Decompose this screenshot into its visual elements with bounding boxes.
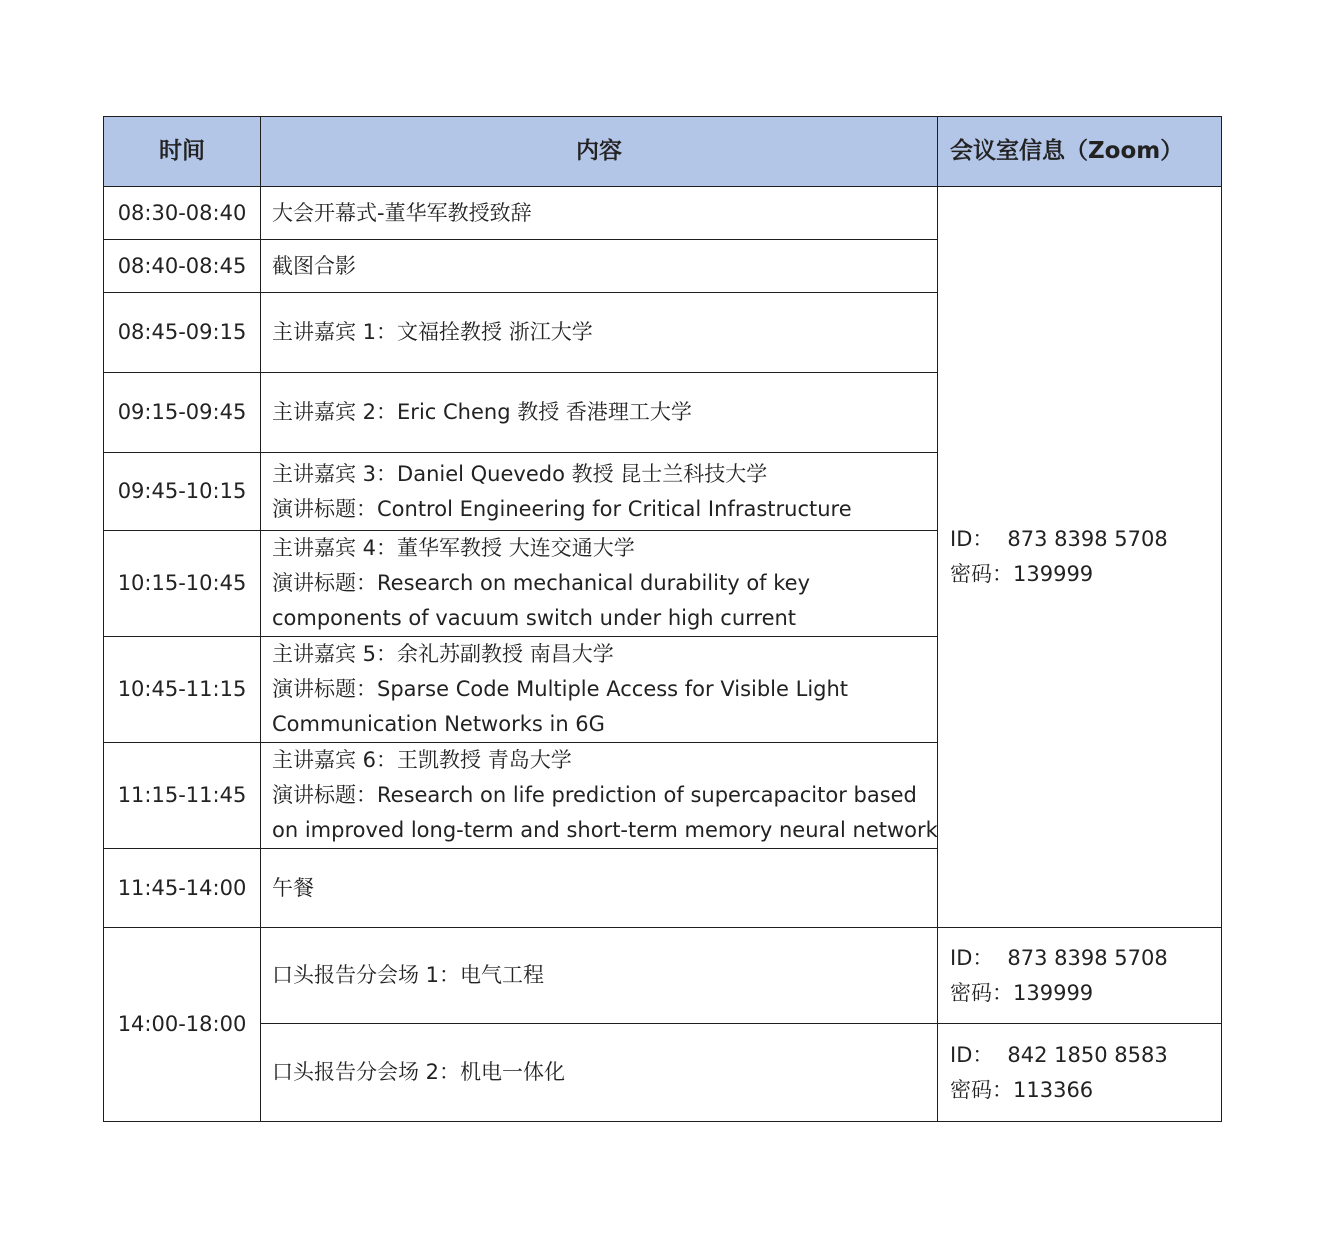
time-cell: 08:45-09:15 xyxy=(104,293,261,373)
header-time: 时间 xyxy=(104,117,261,187)
meeting-id-line xyxy=(950,522,1221,557)
content-line: 演讲标题：Sparse Code Multiple Access for Visible Light xyxy=(272,677,849,701)
content-line: 截图合影 xyxy=(272,253,356,278)
time-cell: 08:30-08:40 xyxy=(104,187,261,240)
meeting-id-label: ID： xyxy=(950,945,994,970)
content-line: 演讲标题：Research on life prediction of supercapacitor based xyxy=(272,783,917,807)
time-cell: 10:45-11:15 xyxy=(104,637,261,743)
content-line: 主讲嘉宾 2：Eric Cheng 教授 香港理工大学 xyxy=(272,400,692,424)
table-row xyxy=(104,187,1222,240)
meeting-password-line xyxy=(950,557,1221,592)
content-cell xyxy=(261,373,938,453)
meeting-id-label: ID： xyxy=(950,1042,994,1067)
meeting-password-label: 密码： xyxy=(950,980,1013,1005)
content-cell xyxy=(261,240,938,293)
content-line: components of vacuum switch under high current xyxy=(272,606,797,630)
meeting-password-line xyxy=(950,1073,1221,1108)
content-line: 主讲嘉宾 1：文福拴教授 浙江大学 xyxy=(272,320,593,344)
content-cell xyxy=(261,637,938,743)
content-cell xyxy=(261,187,938,240)
time-cell: 09:45-10:15 xyxy=(104,453,261,531)
header-meeting-info: 会议室信息（Zoom） xyxy=(938,117,1222,187)
time-cell: 10:15-10:45 xyxy=(104,531,261,637)
session-cell xyxy=(261,928,938,1024)
time-cell: 09:15-09:45 xyxy=(104,373,261,453)
content-line: 大会开幕式-董华军教授致辞 xyxy=(272,200,532,225)
session-title: 口头报告分会场 1：电气工程 xyxy=(272,963,545,987)
table-row xyxy=(104,1024,1222,1122)
meeting-password: 139999 xyxy=(1013,562,1094,586)
content-line: 演讲标题：Research on mechanical durability of key xyxy=(272,571,810,595)
content-line: 主讲嘉宾 5：余礼苏副教授 南昌大学 xyxy=(272,642,614,666)
session-title: 口头报告分会场 2：机电一体化 xyxy=(272,1060,566,1084)
meeting-info-session-2 xyxy=(938,1024,1222,1122)
meeting-id-label: ID： xyxy=(950,527,994,551)
content-cell xyxy=(261,453,938,531)
session-cell xyxy=(261,1024,938,1122)
meeting-id: 873 8398 5708 xyxy=(1007,527,1168,551)
time-cell-afternoon: 14:00-18:00 xyxy=(104,928,261,1122)
content-line: 午餐 xyxy=(272,875,314,900)
meeting-password-label: 密码： xyxy=(950,1077,1013,1102)
header-row xyxy=(104,117,1222,187)
content-line: 主讲嘉宾 3：Daniel Quevedo 教授 昆士兰科技大学 xyxy=(272,461,768,486)
time-cell: 11:15-11:45 xyxy=(104,743,261,849)
schedule-table xyxy=(103,116,1222,1122)
content-cell xyxy=(261,293,938,373)
meeting-info-session-1 xyxy=(938,928,1222,1024)
content-line: 演讲标题：Control Engineering for Critical Infrastructure xyxy=(272,496,852,521)
meeting-password-line xyxy=(950,976,1221,1011)
meeting-id-line xyxy=(950,1038,1221,1073)
content-line: 主讲嘉宾 4：董华军教授 大连交通大学 xyxy=(272,536,635,560)
meeting-password: 113366 xyxy=(1013,1077,1094,1102)
content-line: 主讲嘉宾 6：王凯教授 青岛大学 xyxy=(272,748,572,772)
meeting-id: 842 1850 8583 xyxy=(1007,1042,1168,1067)
content-line: Communication Networks in 6G xyxy=(272,712,605,736)
content-cell xyxy=(261,531,938,637)
meeting-id: 873 8398 5708 xyxy=(1007,945,1168,970)
time-cell: 08:40-08:45 xyxy=(104,240,261,293)
header-content: 内容 xyxy=(261,117,938,187)
meeting-id-line xyxy=(950,941,1221,976)
meeting-password: 139999 xyxy=(1013,980,1094,1005)
content-line: on improved long-term and short-term memory neural network xyxy=(272,818,938,842)
meeting-info-morning xyxy=(938,187,1222,928)
content-cell xyxy=(261,743,938,849)
table-row xyxy=(104,928,1222,1024)
content-cell xyxy=(261,849,938,928)
time-cell: 11:45-14:00 xyxy=(104,849,261,928)
meeting-password-label: 密码： xyxy=(950,562,1013,586)
